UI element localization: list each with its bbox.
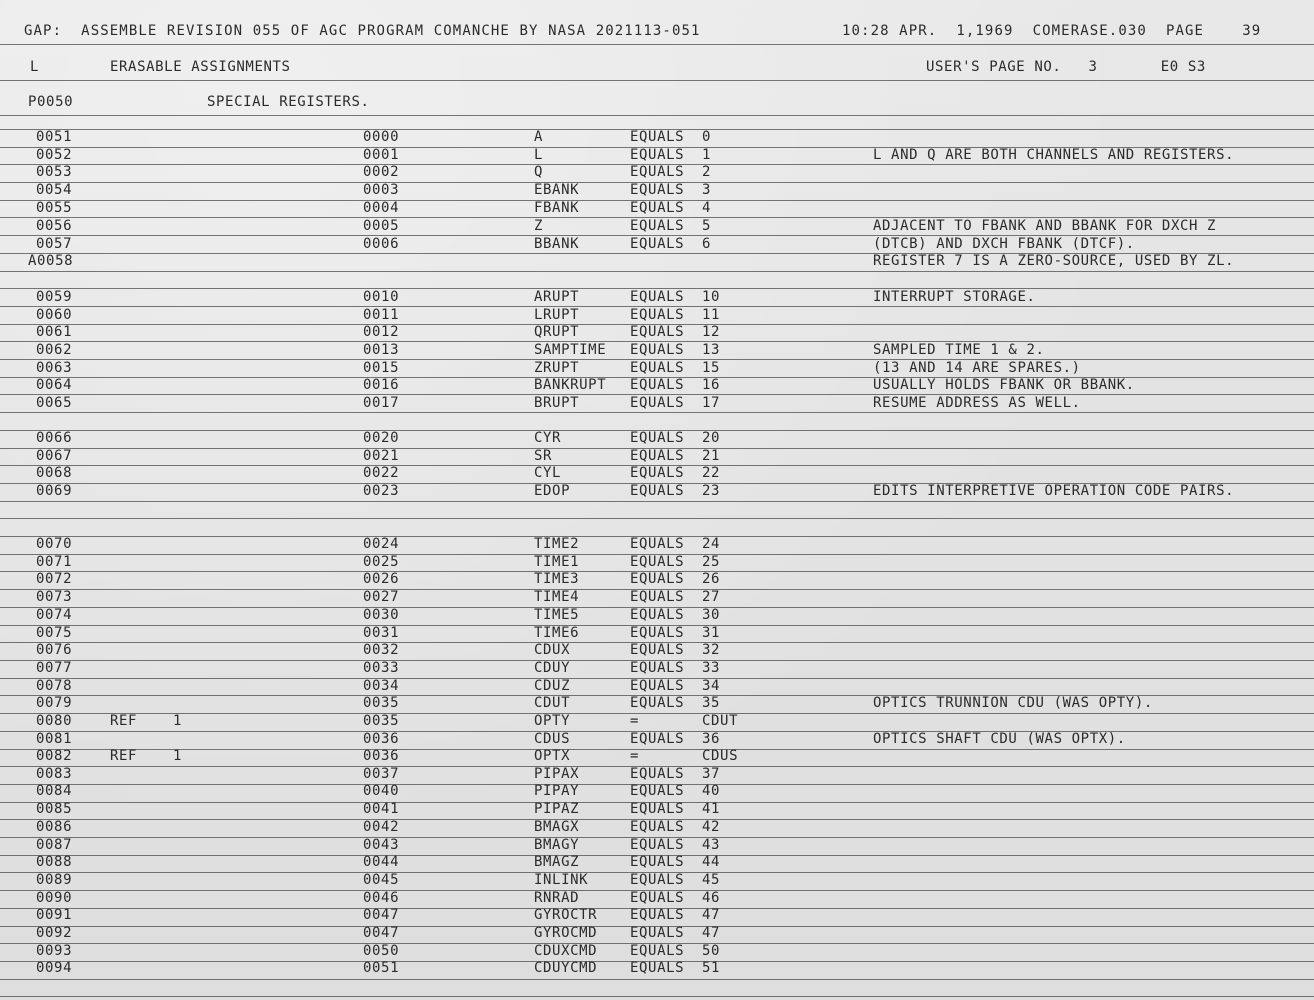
row-operand: 32 — [702, 642, 721, 658]
header-prefix: L — [30, 59, 40, 75]
row-address: 0050 — [363, 943, 400, 959]
row-line-number: 0063 — [36, 360, 73, 376]
row-address: 0033 — [363, 660, 400, 676]
row-address: 0040 — [363, 783, 400, 799]
row-line-number: 0054 — [36, 182, 73, 198]
row-operator: EQUALS — [630, 164, 685, 180]
row-operator: EQUALS — [630, 129, 685, 145]
row-operator: EQUALS — [630, 554, 685, 570]
row-line-number: 0083 — [36, 766, 73, 782]
row-symbol: PIPAX — [534, 766, 580, 782]
row-address: 0027 — [363, 589, 400, 605]
row-symbol: CYR — [534, 430, 562, 446]
row-operand: 25 — [702, 554, 721, 570]
row-symbol: TIME3 — [534, 571, 580, 587]
row-line-number: 0080 — [36, 713, 73, 729]
row-line-number: 0087 — [36, 837, 73, 853]
row-line-number: 0072 — [36, 571, 73, 587]
row-line-number: 0090 — [36, 890, 73, 906]
row-operand: 37 — [702, 766, 721, 782]
row-operand: 51 — [702, 960, 721, 976]
row-comment: (13 AND 14 ARE SPARES.) — [873, 360, 1081, 376]
row-operand: 15 — [702, 360, 721, 376]
row-comment: USUALLY HOLDS FBANK OR BBANK. — [873, 377, 1135, 393]
row-operand: 10 — [702, 289, 721, 305]
row-address: 0031 — [363, 625, 400, 641]
row-symbol: PIPAY — [534, 783, 580, 799]
row-symbol: BMAGY — [534, 837, 580, 853]
row-line-number: 0060 — [36, 307, 73, 323]
header-title: GAP: ASSEMBLE REVISION 055 OF AGC PROGRAM COMANCHE BY NASA 2021113-051 — [24, 23, 701, 39]
row-line-number: 0056 — [36, 218, 73, 234]
row-operand: 41 — [702, 801, 721, 817]
row-comment: SAMPLED TIME 1 & 2. — [873, 342, 1045, 358]
row-line-number: 0082 — [36, 748, 73, 764]
row-comment: INTERRUPT STORAGE. — [873, 289, 1036, 305]
row-symbol: PIPAZ — [534, 801, 580, 817]
row-operator: EQUALS — [630, 819, 685, 835]
row-operator: EQUALS — [630, 907, 685, 923]
row-line-number: 0088 — [36, 854, 73, 870]
row-operator: EQUALS — [630, 289, 685, 305]
row-address: 0041 — [363, 801, 400, 817]
row-comment: OPTICS SHAFT CDU (WAS OPTX). — [873, 731, 1126, 747]
row-address: 0030 — [363, 607, 400, 623]
row-address: 0006 — [363, 236, 400, 252]
row-operator: EQUALS — [630, 731, 685, 747]
row-line-number: 0077 — [36, 660, 73, 676]
row-line-number: 0061 — [36, 324, 73, 340]
row-operand: 6 — [702, 236, 712, 252]
row-address: 0042 — [363, 819, 400, 835]
row-line-number: 0066 — [36, 430, 73, 446]
row-operand: 30 — [702, 607, 721, 623]
row-line-number: 0079 — [36, 695, 73, 711]
row-operator: EQUALS — [630, 182, 685, 198]
row-symbol: OPTX — [534, 748, 571, 764]
row-symbol: CDUX — [534, 642, 571, 658]
row-operator: EQUALS — [630, 483, 685, 499]
row-operand: 43 — [702, 837, 721, 853]
row-operator: EQUALS — [630, 324, 685, 340]
row-symbol: A — [534, 129, 544, 145]
row-address: 0036 — [363, 748, 400, 764]
row-operator: EQUALS — [630, 943, 685, 959]
row-symbol: QRUPT — [534, 324, 580, 340]
row-line-number: 0065 — [36, 395, 73, 411]
row-operand: 17 — [702, 395, 721, 411]
row-operand: 3 — [702, 182, 712, 198]
row-symbol: SAMPTIME — [534, 342, 607, 358]
row-operand: 1 — [702, 147, 712, 163]
row-symbol: TIME6 — [534, 625, 580, 641]
row-symbol: BMAGX — [534, 819, 580, 835]
row-operand: 20 — [702, 430, 721, 446]
row-operand: 0 — [702, 129, 712, 145]
row-operand: 34 — [702, 678, 721, 694]
row-line-number: 0070 — [36, 536, 73, 552]
row-symbol: CDUY — [534, 660, 571, 676]
row-operand: 23 — [702, 483, 721, 499]
row-line-number: 0091 — [36, 907, 73, 923]
row-operator: EQUALS — [630, 571, 685, 587]
row-address: 0043 — [363, 837, 400, 853]
row-operand: 45 — [702, 872, 721, 888]
row-address: 0035 — [363, 713, 400, 729]
row-address: 0004 — [363, 200, 400, 216]
row-symbol: TIME1 — [534, 554, 580, 570]
row-address: 0020 — [363, 430, 400, 446]
row-line-number: 0076 — [36, 642, 73, 658]
row-operator: EQUALS — [630, 218, 685, 234]
row-symbol: CDUZ — [534, 678, 571, 694]
row-line-number: 0057 — [36, 236, 73, 252]
row-symbol: BRUPT — [534, 395, 580, 411]
row-line-number: 0068 — [36, 465, 73, 481]
row-address: 0026 — [363, 571, 400, 587]
row-address: 0025 — [363, 554, 400, 570]
row-line-number: 0075 — [36, 625, 73, 641]
row-operand: 44 — [702, 854, 721, 870]
row-operator: EQUALS — [630, 395, 685, 411]
row-address: 0047 — [363, 925, 400, 941]
row-address: 0003 — [363, 182, 400, 198]
row-operator: EQUALS — [630, 625, 685, 641]
row-operator: EQUALS — [630, 377, 685, 393]
row-address: 0035 — [363, 695, 400, 711]
row-operand: 2 — [702, 164, 712, 180]
row-operand: 24 — [702, 536, 721, 552]
row-line-number: 0093 — [36, 943, 73, 959]
row-operand: 46 — [702, 890, 721, 906]
row-operator: = — [630, 713, 640, 729]
row-symbol: SR — [534, 448, 553, 464]
row-symbol: LRUPT — [534, 307, 580, 323]
row-address: 0036 — [363, 731, 400, 747]
row-operand: 50 — [702, 943, 721, 959]
row-line-number: 0074 — [36, 607, 73, 623]
row-symbol: GYROCTR — [534, 907, 598, 923]
row-operand: 35 — [702, 695, 721, 711]
row-operator: EQUALS — [630, 890, 685, 906]
row-operator: EQUALS — [630, 854, 685, 870]
row-symbol: TIME5 — [534, 607, 580, 623]
row-operand: 31 — [702, 625, 721, 641]
row-symbol: GYROCMD — [534, 925, 598, 941]
row-operator: EQUALS — [630, 960, 685, 976]
row-comment: REGISTER 7 IS A ZERO-SOURCE, USED BY ZL. — [873, 253, 1235, 269]
row-operand: 16 — [702, 377, 721, 393]
row-symbol: CYL — [534, 465, 562, 481]
row-line-number: 0053 — [36, 164, 73, 180]
header-user-page: USER'S PAGE NO. 3 E0 S3 — [926, 59, 1206, 75]
row-operator: EQUALS — [630, 925, 685, 941]
row-operator: EQUALS — [630, 872, 685, 888]
row-address: 0012 — [363, 324, 400, 340]
row-address: 0021 — [363, 448, 400, 464]
row-comment: (DTCB) AND DXCH FBANK (DTCF). — [873, 236, 1135, 252]
row-operand: 42 — [702, 819, 721, 835]
row-address: 0001 — [363, 147, 400, 163]
row-address: 0045 — [363, 872, 400, 888]
row-line-number: 0078 — [36, 678, 73, 694]
row-address: 0046 — [363, 890, 400, 906]
row-line-number: 0071 — [36, 554, 73, 570]
row-address: 0032 — [363, 642, 400, 658]
section-id: P0050 — [28, 94, 74, 110]
row-line-number: 0073 — [36, 589, 73, 605]
row-operand: CDUT — [702, 713, 739, 729]
row-line-number: 0081 — [36, 731, 73, 747]
row-symbol: TIME2 — [534, 536, 580, 552]
row-operand: 13 — [702, 342, 721, 358]
row-address: 0010 — [363, 289, 400, 305]
header-date-page: 10:28 APR. 1,1969 COMERASE.030 PAGE 39 — [842, 23, 1262, 39]
row-address: 0005 — [363, 218, 400, 234]
row-line-number: 0084 — [36, 783, 73, 799]
section-title: SPECIAL REGISTERS. — [207, 94, 370, 110]
row-line-number: 0069 — [36, 483, 73, 499]
row-comment: OPTICS TRUNNION CDU (WAS OPTY). — [873, 695, 1153, 711]
row-line-number: 0055 — [36, 200, 73, 216]
row-symbol: BANKRUPT — [534, 377, 607, 393]
row-operator: EQUALS — [630, 465, 685, 481]
row-operator: = — [630, 748, 640, 764]
row-line-number: A0058 — [28, 253, 74, 269]
row-operand: 11 — [702, 307, 721, 323]
row-symbol: EDOP — [534, 483, 571, 499]
row-symbol: CDUXCMD — [534, 943, 598, 959]
row-symbol: CDUS — [534, 731, 571, 747]
row-symbol: CDUYCMD — [534, 960, 598, 976]
row-operator: EQUALS — [630, 342, 685, 358]
row-line-number: 0086 — [36, 819, 73, 835]
row-line-number: 0059 — [36, 289, 73, 305]
row-operator: EQUALS — [630, 766, 685, 782]
row-operand: 4 — [702, 200, 712, 216]
row-operator: EQUALS — [630, 678, 685, 694]
row-symbol: L — [534, 147, 544, 163]
row-line-number: 0085 — [36, 801, 73, 817]
row-ref-tag: REF — [110, 748, 138, 764]
row-symbol: BMAGZ — [534, 854, 580, 870]
header-section-title: ERASABLE ASSIGNMENTS — [110, 59, 291, 75]
row-address: 0037 — [363, 766, 400, 782]
row-address: 0013 — [363, 342, 400, 358]
row-comment: ADJACENT TO FBANK AND BBANK FOR DXCH Z — [873, 218, 1217, 234]
row-comment: EDITS INTERPRETIVE OPERATION CODE PAIRS. — [873, 483, 1235, 499]
row-address: 0015 — [363, 360, 400, 376]
row-operator: EQUALS — [630, 448, 685, 464]
row-operator: EQUALS — [630, 236, 685, 252]
row-address: 0022 — [363, 465, 400, 481]
row-operand: 12 — [702, 324, 721, 340]
row-address: 0017 — [363, 395, 400, 411]
row-address: 0047 — [363, 907, 400, 923]
row-ref-count: 1 — [173, 713, 183, 729]
row-line-number: 0062 — [36, 342, 73, 358]
row-line-number: 0092 — [36, 925, 73, 941]
row-operand: 27 — [702, 589, 721, 605]
row-comment: L AND Q ARE BOTH CHANNELS AND REGISTERS. — [873, 147, 1235, 163]
row-symbol: RNRAD — [534, 890, 580, 906]
row-symbol: ARUPT — [534, 289, 580, 305]
row-symbol: Z — [534, 218, 544, 234]
row-symbol: CDUT — [534, 695, 571, 711]
row-operator: EQUALS — [630, 200, 685, 216]
row-line-number: 0067 — [36, 448, 73, 464]
row-symbol: FBANK — [534, 200, 580, 216]
row-symbol: EBANK — [534, 182, 580, 198]
row-operator: EQUALS — [630, 660, 685, 676]
row-operand: 47 — [702, 907, 721, 923]
row-line-number: 0089 — [36, 872, 73, 888]
row-operand: 21 — [702, 448, 721, 464]
row-symbol: BBANK — [534, 236, 580, 252]
row-operator: EQUALS — [630, 783, 685, 799]
row-symbol: INLINK — [534, 872, 589, 888]
row-address: 0011 — [363, 307, 400, 323]
row-operator: EQUALS — [630, 837, 685, 853]
row-address: 0023 — [363, 483, 400, 499]
row-operand: 26 — [702, 571, 721, 587]
row-line-number: 0051 — [36, 129, 73, 145]
row-operator: EQUALS — [630, 360, 685, 376]
row-operator: EQUALS — [630, 430, 685, 446]
row-address: 0016 — [363, 377, 400, 393]
row-address: 0044 — [363, 854, 400, 870]
row-symbol: ZRUPT — [534, 360, 580, 376]
row-operand: 36 — [702, 731, 721, 747]
row-address: 0051 — [363, 960, 400, 976]
row-line-number: 0052 — [36, 147, 73, 163]
row-operand: 33 — [702, 660, 721, 676]
row-comment: RESUME ADDRESS AS WELL. — [873, 395, 1081, 411]
row-symbol: TIME4 — [534, 589, 580, 605]
row-operator: EQUALS — [630, 801, 685, 817]
row-operand: 22 — [702, 465, 721, 481]
row-operand: 5 — [702, 218, 712, 234]
row-ref-count: 1 — [173, 748, 183, 764]
row-address: 0000 — [363, 129, 400, 145]
row-operator: EQUALS — [630, 607, 685, 623]
row-operand: 40 — [702, 783, 721, 799]
row-operator: EQUALS — [630, 589, 685, 605]
row-operand: 47 — [702, 925, 721, 941]
row-operator: EQUALS — [630, 695, 685, 711]
row-ref-tag: REF — [110, 713, 138, 729]
row-line-number: 0094 — [36, 960, 73, 976]
row-operator: EQUALS — [630, 642, 685, 658]
row-symbol: Q — [534, 164, 544, 180]
row-address: 0002 — [363, 164, 400, 180]
row-address: 0024 — [363, 536, 400, 552]
row-operator: EQUALS — [630, 307, 685, 323]
row-symbol: OPTY — [534, 713, 571, 729]
row-operator: EQUALS — [630, 147, 685, 163]
row-address: 0034 — [363, 678, 400, 694]
row-operator: EQUALS — [630, 536, 685, 552]
row-line-number: 0064 — [36, 377, 73, 393]
row-operand: CDUS — [702, 748, 739, 764]
